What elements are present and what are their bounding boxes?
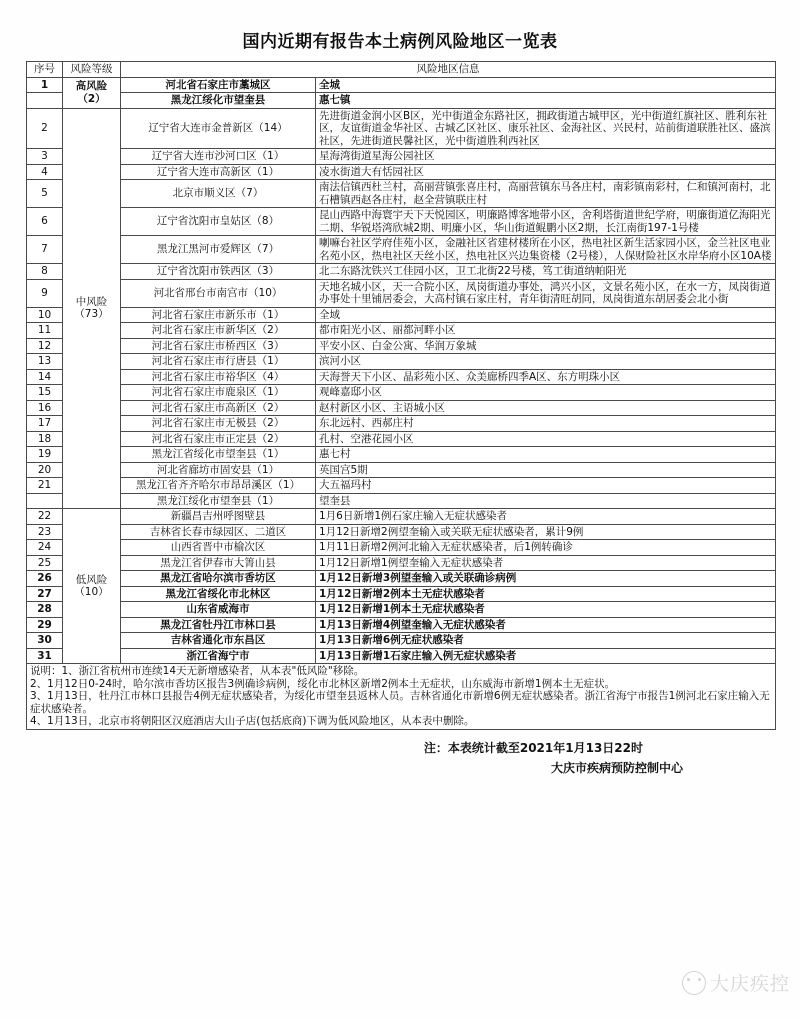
row-number: 29 xyxy=(27,617,63,633)
column-header-no: 序号 xyxy=(27,62,63,78)
region-name: 吉林省长春市绿园区、二道区 xyxy=(121,524,316,540)
document-footer xyxy=(26,738,775,778)
region-name: 河北省石家庄市高新区（2） xyxy=(121,400,316,416)
risk-level-label: 低风险 xyxy=(75,573,108,586)
row-number: 7 xyxy=(27,236,63,264)
row-number: 22 xyxy=(27,509,63,525)
row-number: 27 xyxy=(27,586,63,602)
region-name: 黑龙江绥化市望奎县 xyxy=(121,93,316,109)
region-detail: 南法信镇西杜兰村，高丽营镇张喜庄村，高丽营镇东马各庄村，南彩镇南彩村，仁和镇河南村，北石槽镇西赵各庄村，赵全营镇联庄村 xyxy=(316,180,776,208)
table-row xyxy=(27,385,776,401)
risk-area-table xyxy=(26,61,776,730)
region-name: 河北省石家庄市新乐市（1） xyxy=(121,307,316,323)
risk-level-label: 高风险 xyxy=(75,80,108,92)
table-row xyxy=(27,77,776,93)
region-detail: 全城 xyxy=(316,77,776,93)
row-number: 25 xyxy=(27,555,63,571)
row-number: 21 xyxy=(27,478,63,494)
table-row xyxy=(27,586,776,602)
risk-level-label: 中风险 xyxy=(75,295,108,308)
region-name: 北京市顺义区（7） xyxy=(121,180,316,208)
row-number: 30 xyxy=(27,633,63,649)
region-name: 辽宁省大连市沙河口区（1） xyxy=(121,149,316,165)
region-name: 河北省邢台市南宫市（10） xyxy=(121,279,316,307)
row-number: 3 xyxy=(27,149,63,165)
row-number: 5 xyxy=(27,180,63,208)
table-row xyxy=(27,602,776,618)
table-header xyxy=(27,62,776,78)
row-number: 28 xyxy=(27,602,63,618)
region-detail: 英国宫5期 xyxy=(316,462,776,478)
region-name: 吉林省通化市东昌区 xyxy=(121,633,316,649)
region-detail: 先进街道金润小区B区，光中街道金东路社区，拥政街道古城甲区，光中街道红旗社区、胜利东社区，友谊街道金华社区、古城乙区社区、康乐社区、金海社区、兴民村，站前街道联胜社区、盛滨社区，先进街道民馨社区，光中街道胜利西社区 xyxy=(316,108,776,149)
region-name: 黑龙江省伊春市大箐山县 xyxy=(121,555,316,571)
region-detail: 星海湾街道星海公园社区 xyxy=(316,149,776,165)
table-row xyxy=(27,236,776,264)
risk-level-count: （73） xyxy=(74,308,109,321)
region-detail: 凌水街道大有恬园社区 xyxy=(316,164,776,180)
table-row xyxy=(27,462,776,478)
region-detail: 惠七村 xyxy=(316,447,776,463)
region-name: 辽宁省大连市高新区（1） xyxy=(121,164,316,180)
row-number: 16 xyxy=(27,400,63,416)
row-number: 9 xyxy=(27,279,63,307)
region-detail: 平安小区、白金公寓、华润万象城 xyxy=(316,338,776,354)
region-detail: 都市阳光小区、丽都河畔小区 xyxy=(316,323,776,339)
table-row xyxy=(27,555,776,571)
notes-block xyxy=(27,664,776,730)
region-detail: 1月13日新增4例望奎输入无症状感染者 xyxy=(316,617,776,633)
notes-row xyxy=(27,664,776,730)
circle-face-logo-icon xyxy=(682,971,706,995)
region-name: 辽宁省沈阳市铁西区（3） xyxy=(121,264,316,280)
risk-level-low xyxy=(63,509,121,664)
row-number: 10 xyxy=(27,307,63,323)
region-name: 黑龙江省牡丹江市林口县 xyxy=(121,617,316,633)
region-name: 新疆昌吉州呼图壁县 xyxy=(121,509,316,525)
table-row xyxy=(27,633,776,649)
region-detail: 1月13日新增1石家庄输入例无症状感染者 xyxy=(316,648,776,664)
table-row xyxy=(27,180,776,208)
table-row xyxy=(27,447,776,463)
table-row xyxy=(27,400,776,416)
region-name: 河北省石家庄市新华区（2） xyxy=(121,323,316,339)
risk-level-high xyxy=(63,77,121,108)
region-detail: 大五福玛村 xyxy=(316,478,776,494)
table-row xyxy=(27,524,776,540)
region-detail: 北二东路沈铁兴工佳园小区，卫工北街22号楼，笃工街道纳帕阳光 xyxy=(316,264,776,280)
region-name: 河北省石家庄市无极县（2） xyxy=(121,416,316,432)
row-number: 26 xyxy=(27,571,63,587)
note-line-1: 说明：1、浙江省杭州市连续14天无新增感染者，从本表"低风险"移除。 xyxy=(30,665,365,677)
row-number: 18 xyxy=(27,431,63,447)
issuer-name: 大庆市疾病预防控制中心 xyxy=(550,760,683,775)
watermark-text: 大庆疾控 xyxy=(709,973,790,995)
region-detail: 1月11日新增2例河北输入无症状感染者，后1例转确诊 xyxy=(316,540,776,556)
region-name: 山东省威海市 xyxy=(121,602,316,618)
region-detail: 赵村新区小区、主语城小区 xyxy=(316,400,776,416)
table-row xyxy=(27,648,776,664)
row-number: 1 xyxy=(27,77,63,93)
page-title: 国内近期有报告本土病例风险地区一览表 xyxy=(242,32,558,52)
region-detail: 望奎县 xyxy=(316,493,776,509)
region-name: 河北省石家庄市行唐县（1） xyxy=(121,354,316,370)
region-detail: 喇嘛台社区学府佳苑小区，金融社区省建材楼所在小区，热电社区新生活家园小区，金兰社区电业名苑小区，热电社区天丝小区，热电社区兴边集资楼（2号楼），人保财险社区水岸华府小区10A楼 xyxy=(316,236,776,264)
table-row xyxy=(27,108,776,149)
table-row xyxy=(27,354,776,370)
region-name: 浙江省海宁市 xyxy=(121,648,316,664)
table-row xyxy=(27,164,776,180)
row-number: 23 xyxy=(27,524,63,540)
region-name: 河北省石家庄市裕华区（4） xyxy=(121,369,316,385)
table-row xyxy=(27,93,776,109)
region-detail: 全域 xyxy=(316,307,776,323)
table-row xyxy=(27,509,776,525)
row-number xyxy=(27,493,63,509)
region-name: 辽宁省沈阳市皇姑区（8） xyxy=(121,208,316,236)
region-detail: 1月12日新增3例望奎输入或关联确诊病例 xyxy=(316,571,776,587)
region-detail: 天地名城小区，天一合院小区，凤岗街道办事处，鸿兴小区，文景名苑小区，在水一方，凤岗街道办事处十里铺居委会，大高村镇石家庄村，青年街清旺胡同，凤岗街道东胡居委会北小街 xyxy=(316,279,776,307)
row-number: 6 xyxy=(27,208,63,236)
region-detail: 天海誉天下小区、晶彩苑小区、众美廊桥四季A区、东方明珠小区 xyxy=(316,369,776,385)
region-name: 黑龙江黑河市爱辉区（7） xyxy=(121,236,316,264)
note-line-3: 3、1月13日，牡丹江市林口县报告4例无症状感染者，为绥化市望奎县返林人员。吉林省通化市新增6例无症状感染者。浙江省海宁市报告1例河北石家庄输入无症状感染者。 xyxy=(30,690,770,715)
table-body xyxy=(27,77,776,664)
table-row xyxy=(27,571,776,587)
region-name: 山西省晋中市榆次区 xyxy=(121,540,316,556)
region-name: 河北省石家庄市藁城区 xyxy=(121,77,316,93)
table-footer xyxy=(27,664,776,730)
table-row xyxy=(27,540,776,556)
table-row xyxy=(27,279,776,307)
table-header-row xyxy=(27,62,776,78)
region-name: 河北省石家庄市桥西区（3） xyxy=(121,338,316,354)
risk-level-count: （10） xyxy=(74,586,109,598)
region-detail: 1月12日新增2例本土无症状感染者 xyxy=(316,586,776,602)
statistic-note: 注：本表统计截至2021年1月13日22时 xyxy=(423,740,643,755)
row-number: 12 xyxy=(27,338,63,354)
region-detail: 孔村、空港花园小区 xyxy=(316,431,776,447)
table-row xyxy=(27,307,776,323)
region-name: 河北省石家庄市正定县（2） xyxy=(121,431,316,447)
row-number: 4 xyxy=(27,164,63,180)
table-row xyxy=(27,338,776,354)
table-row xyxy=(27,416,776,432)
region-name: 黑龙江省哈尔滨市香坊区 xyxy=(121,571,316,587)
region-detail: 1月12日新增2例望奎输入或关联无症状感染者，累计9例 xyxy=(316,524,776,540)
table-row xyxy=(27,369,776,385)
row-number: 14 xyxy=(27,369,63,385)
region-detail: 1月13日新增6例无症状感染者 xyxy=(316,633,776,649)
row-number: 11 xyxy=(27,323,63,339)
row-number: 8 xyxy=(27,264,63,280)
region-detail: 1月6日新增1例石家庄输入无症状感染者 xyxy=(316,509,776,525)
row-number: 13 xyxy=(27,354,63,370)
note-line-4: 4、1月13日，北京市将朝阳区汉庭酒店大山子店(包括底商)下调为低风险地区，从本表中删除。 xyxy=(30,715,475,727)
region-detail: 东北远村、西郝庄村 xyxy=(316,416,776,432)
table-row xyxy=(27,208,776,236)
region-detail: 昆山西路中海寰宇天下天悦园区，明廉路博客地带小区，舍利塔街道世纪学府，明廉街道亿海阳光二期、华锐塔湾欣城2期、明廉小区，华山街道鲲鹏小区2期，长江南街197-1号楼 xyxy=(316,208,776,236)
row-number: 15 xyxy=(27,385,63,401)
region-name: 黑龙江省绥化市北林区 xyxy=(121,586,316,602)
row-number xyxy=(27,93,63,109)
row-number: 19 xyxy=(27,447,63,463)
row-number: 20 xyxy=(27,462,63,478)
table-row xyxy=(27,264,776,280)
region-name: 辽宁省大连市金普新区（14） xyxy=(121,108,316,149)
column-header-info: 风险地区信息 xyxy=(121,62,776,78)
table-row xyxy=(27,478,776,494)
table-row xyxy=(27,493,776,509)
risk-level-count: （2） xyxy=(77,92,106,105)
table-row xyxy=(27,431,776,447)
region-detail: 1月12日新增1例望奎输入无症状感染者 xyxy=(316,555,776,571)
watermark xyxy=(682,969,790,996)
risk-table-container xyxy=(26,61,775,730)
row-number: 2 xyxy=(27,108,63,149)
column-header-level: 风险等级 xyxy=(63,62,121,78)
row-number: 31 xyxy=(27,648,63,664)
row-number: 24 xyxy=(27,540,63,556)
region-name: 河北省廊坊市固安县（1） xyxy=(121,462,316,478)
region-name: 黑龙江绥化市望奎县（1） xyxy=(121,493,316,509)
region-detail: 惠七镇 xyxy=(316,93,776,109)
region-name: 黑龙江省绥化市望奎县（1） xyxy=(121,447,316,463)
region-detail: 1月12日新增1例本土无症状感染者 xyxy=(316,602,776,618)
row-number: 17 xyxy=(27,416,63,432)
note-line-2: 2、1月12日0-24时，哈尔滨市香坊区报告3例确诊病例，绥化市北林区新增2例本土无症状，山东威海市新增1例本土无症状。 xyxy=(30,677,616,690)
risk-level-medium xyxy=(63,108,121,509)
region-detail: 观峰嘉邸小区 xyxy=(316,385,776,401)
table-row xyxy=(27,149,776,165)
region-name: 黑龙江省齐齐哈尔市昂昂溪区（1） xyxy=(121,478,316,494)
table-row xyxy=(27,323,776,339)
region-name: 河北省石家庄市鹿泉区（1） xyxy=(121,385,316,401)
region-detail: 滨河小区 xyxy=(316,354,776,370)
table-row xyxy=(27,617,776,633)
